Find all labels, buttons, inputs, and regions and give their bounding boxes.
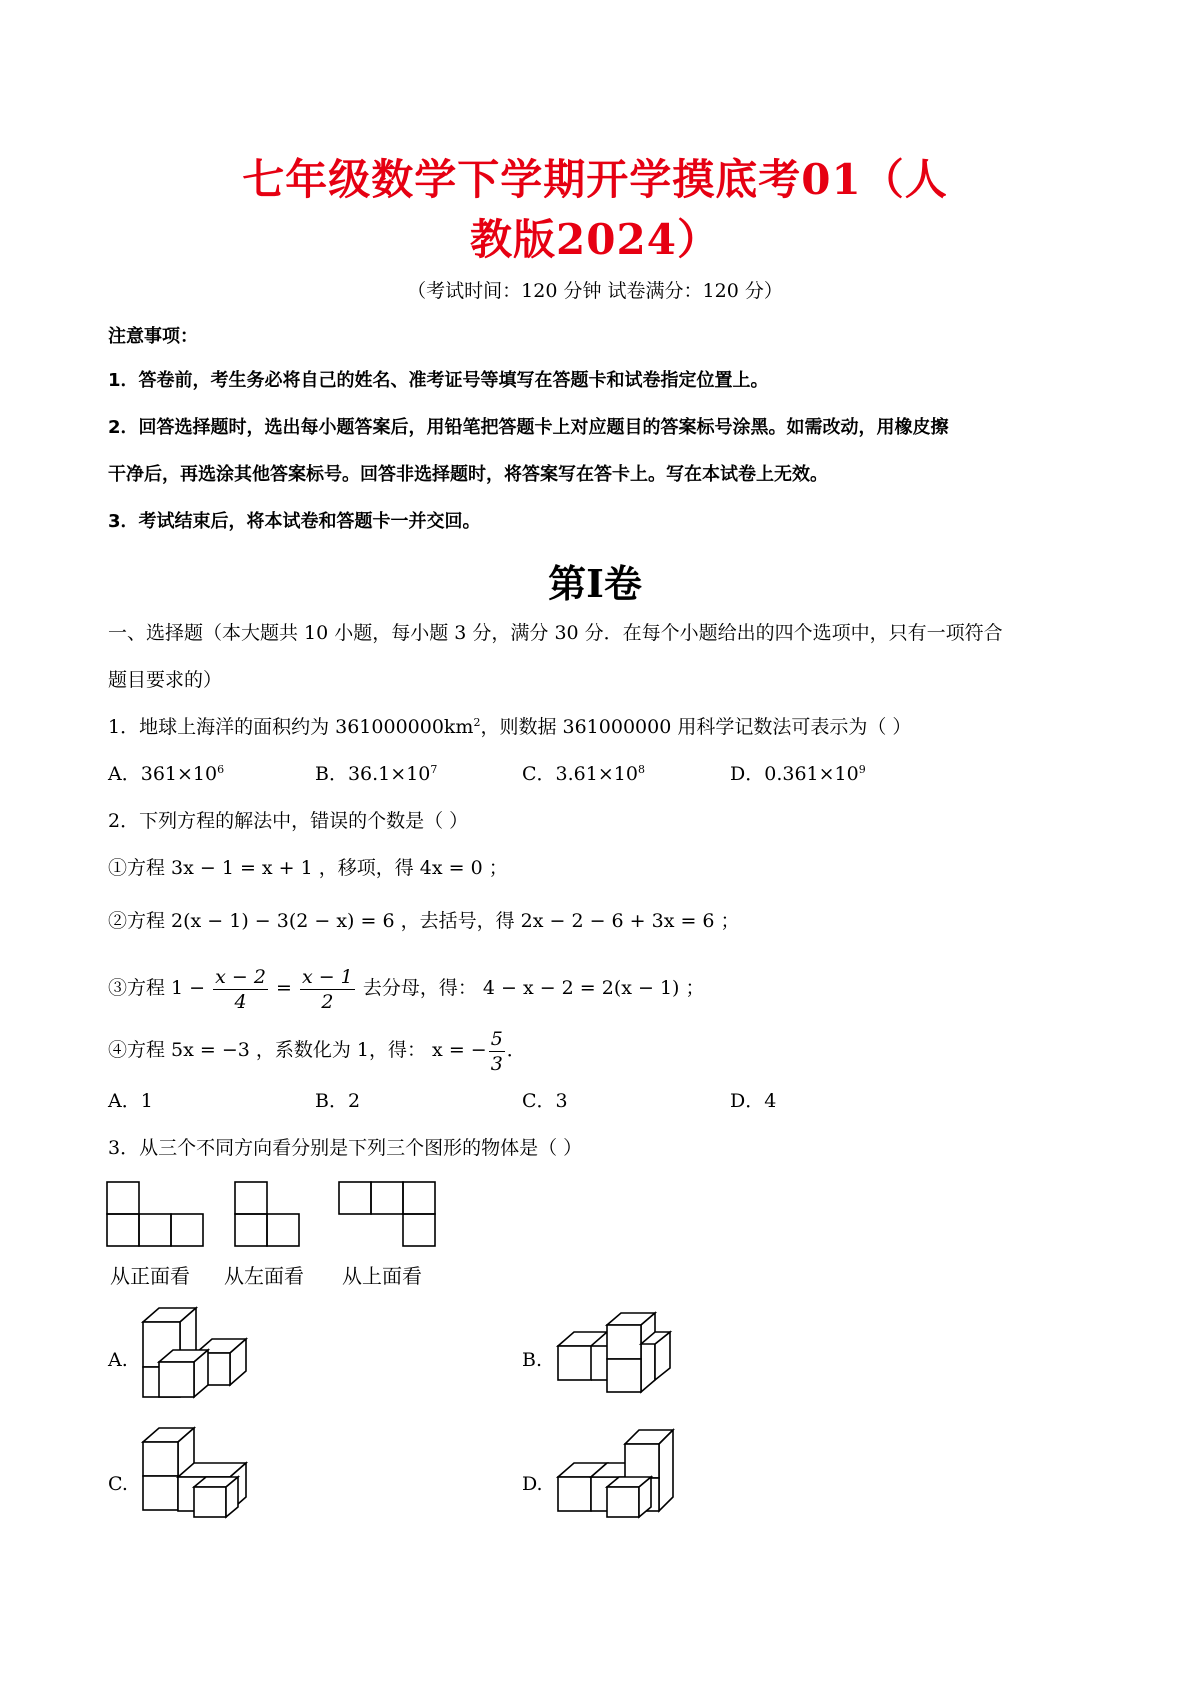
q1-option-b[interactable]: B．$36.1\times 10^7$ [315,763,438,785]
q3-option-d-label[interactable]: D. [522,1473,543,1495]
q3-option-c-figure[interactable] [140,1425,275,1525]
q2-option-a[interactable]: A．1 [108,1090,153,1112]
q3-option-c-label[interactable]: C. [108,1473,128,1495]
notice-item-2b: 干净后，再选涂其他答案标号。回答非选择题时，将答案写在答卡上。写在本试卷上无效。 [108,464,828,485]
part1-instruction-2: 题目要求的） [108,669,223,691]
fraction: $\frac{x - 2}{4}$ [215,965,266,1013]
three-views-figure [105,1180,445,1250]
q3-option-b-label[interactable]: B. [522,1349,543,1371]
q1-option-a[interactable]: A．$361\times 10^6$ [108,763,225,785]
notice-item-1: 1．答卷前，考生务必将自己的姓名、准考证号等填写在答题卡和试卷指定位置上。 [108,370,769,391]
q3-stem: 3．从三个不同方向看分别是下列三个图形的物体是（ ） [108,1137,583,1159]
q1-option-d[interactable]: D．$0.361\times 10^9$ [730,763,866,785]
q2-option-d[interactable]: D．4 [730,1090,777,1112]
q3-option-b-figure[interactable] [555,1310,685,1410]
page-title [120,150,1070,270]
title-line-1: 七年级数学下学期开学摸底考01（人 [242,155,948,204]
fraction: $\frac{x - 1}{2}$ [301,965,353,1013]
q2-stem: 2．下列方程的解法中，错误的个数是（ ） [108,810,469,832]
q2-option-b[interactable]: B．2 [315,1090,361,1112]
fraction: $\frac{5}{3}$ [490,1027,503,1075]
q2-statement-2: ②方程 2(x − 1) − 3(2 − x) = 6 ，去括号，得 2x − 2 − 6 + 3x = 6 ； [108,910,740,932]
q1-option-c[interactable]: C．$3.61\times 10^8$ [522,763,645,785]
q2-statement-1: ①方程 3x − 1 = x + 1 ，移项，得 4x = 0 ； [108,857,508,879]
q3-option-a-label[interactable]: A. [108,1349,128,1371]
exam-info: （考试时间：120 分钟 试卷满分：120 分） [407,280,783,302]
q3-option-a-figure[interactable] [140,1305,275,1405]
q2-statement-4: ④方程 5x = −3 ，系数化为 1，得： x = − $\frac{5}{3}$ ． [108,1027,526,1075]
part1-instruction-1: 一、选择题（本大题共 10 小题，每小题 3 分，满分 30 分．在每个小题给出的四个选项中，只有一项符合 [108,622,1003,644]
caption-left-view: 从左面看 [224,1264,304,1288]
section-title: 第I卷 [548,561,642,606]
q3-option-d-figure[interactable] [555,1425,690,1525]
caption-front-view: 从正面看 [110,1264,190,1288]
caption-top-view: 从上面看 [342,1264,422,1288]
q2-statement-3: ③方程 1 − $\frac{x - 2}{4}$ = $\frac{x - 1}{2}$ 去分母，得： 4 − x − 2 = 2(x − 1) ； [108,965,705,1013]
q2-option-c[interactable]: C．3 [522,1090,568,1112]
q1-stem: 1．地球上海洋的面积约为 $361000000km^2$，则数据 361000000 用科学记数法可表示为（ ） [108,716,912,738]
notice-heading: 注意事项： [108,326,198,347]
title-line-2: 教版2024） [470,215,720,264]
notice-item-3: 3．考试结束后，将本试卷和答题卡一并交回。 [108,511,481,532]
notice-item-2a: 2．回答选择题时，选出每小题答案后，用铅笔把答题卡上对应题目的答案标号涂黑。如需改动，用橡皮擦 [108,417,949,438]
